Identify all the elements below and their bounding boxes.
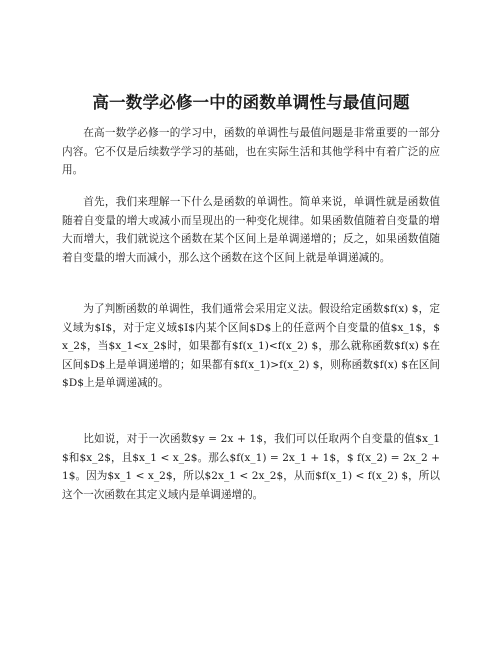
- document-title: 高一数学必修一中的函数单调性与最值问题: [92, 93, 410, 112]
- paragraph-definition: 首先，我们来理解一下什么是函数的单调性。简单来说，单调性就是函数值随着自变量的增大或减小而呈现出的一种变化规律。如果函数值随着自变量的增大而增大，我们就说这个函数在某个区间上是单调递增的；反之，如果函数值随着自变量的增大而减小，那么这个函数在这个区间上就是单调递减的。: [62, 196, 440, 264]
- paragraph-intro: 在高一数学必修一的学习中，函数的单调性与最值问题是非常重要的一部分内容。它不仅是后续数学学习的基础，也在实际生活和其他学科中有着广泛的应用。: [62, 127, 440, 177]
- paragraph-example: 比如说，对于一次函数$y = 2x + 1$，我们可以任取两个自变量的值$x_1$和$x_2$，且$x_1 < x_2$。那么$f(x_1) = 2x_1 + 1$，$ f(x_2) = 2x_2 + 1$。因为$x_1 < x_2$，所以$2x_1 < 2x_2$，从而$f(x_1) < f(x_2) $，所以这个一次函数在其定义域内是单调递增的。: [62, 433, 440, 501]
- paragraph-method: 为了判断函数的单调性，我们通常会采用定义法。假设给定函数$f(x) $，定义域为$I$，对于定义域$I$内某个区间$D$上的任意两个自变量的值$x_1$，$ x_2$，当$x_1<x_2$时，如果都有$f(x_1)<f(x_2) $，那么就称函数$f(x) $在区间$D$上是单调递增的；如果都有$f(x_1)>f(x_2) $，则称函数$f(x) $在区间$D$上是单调递减的。: [62, 303, 440, 390]
